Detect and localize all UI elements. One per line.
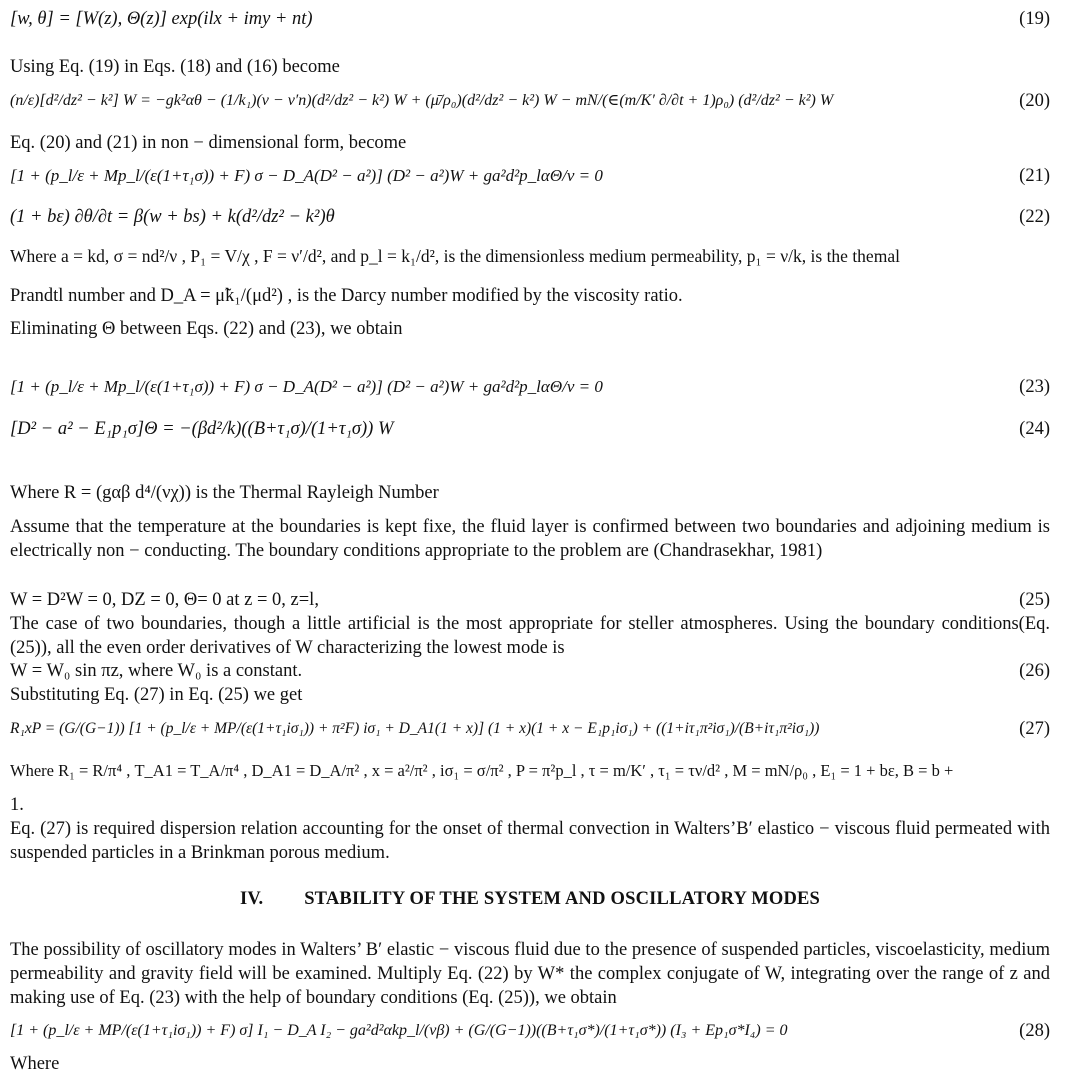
paragraph-stability: The possibility of oscillatory modes in Walters’ B′ elastic − viscous fluid due to the presence of suspended particles, viscoelasticity, medium permeability and gravity field will be examined. Multiply Eq. (22) by W* the complex conjugate of W, integrating over the range of z and making use of Eq. (23) with the help of boundary conditions (Eq. (25)), we obtain bbox=[10, 940, 1050, 1008]
text-one: 1. bbox=[10, 795, 24, 815]
equation-19-body: [w, θ] = [W(z), Θ(z)] exp(ilx + imy + nt) bbox=[10, 9, 313, 29]
equation-22-number: (22) bbox=[1019, 207, 1050, 227]
equation-20-number: (20) bbox=[1019, 91, 1050, 111]
equation-26-number: (26) bbox=[1019, 661, 1050, 681]
equation-27 bbox=[10, 718, 1050, 740]
equation-20 bbox=[10, 90, 1050, 112]
text-using-eq19: Using Eq. (19) in Eqs. (18) and (16) become bbox=[10, 57, 340, 77]
equation-23 bbox=[10, 376, 1050, 398]
text-rayleigh-number: Where R = (gαβ d⁴/(νχ)) is the Thermal Rayleigh Number bbox=[10, 483, 439, 503]
text-substituting: Substituting Eq. (27) in Eq. (25) we get bbox=[10, 685, 303, 705]
paragraph-two-boundaries: The case of two boundaries, though a little artificial is the most appropriate for steller atmospheres. Using the boundary conditions(Eq. (25)), all the even order derivatives of W characterizing the lowest mode is bbox=[10, 614, 1050, 658]
equation-24-number: (24) bbox=[1019, 419, 1050, 439]
equation-27-number: (27) bbox=[1019, 719, 1050, 739]
equation-25 bbox=[10, 589, 1050, 611]
equation-21-number: (21) bbox=[1019, 166, 1050, 186]
equation-27-body: R₁xP = (G/(G−1)) [1 + (p_l/ε + MP/(ε(1+τ₁iσ₁)) + π²F) iσ₁ + D_A1(1 + x)] (1 + x)(1 + x − E₁p₁iσ₁) + ((1+iτ₁π²iσ₁)/(B+iτ₁π²iσ₁)) bbox=[10, 720, 820, 737]
text-eliminating: Eliminating Θ between Eqs. (22) and (23), we obtain bbox=[10, 319, 403, 339]
text-where-definitions: Where a = kd, σ = nd²/ν , P₁ = V/χ , F = ν′/d², and p_l = k₁/d², is the dimensionless medium permeability, p₁ = ν/k, is the themal bbox=[10, 246, 900, 266]
equation-25-body: W = D²W = 0, DZ = 0, Θ= 0 at z = 0, z=l, bbox=[10, 590, 319, 610]
equation-23-number: (23) bbox=[1019, 377, 1050, 397]
section-number: IV. bbox=[239, 889, 264, 909]
equation-24-body: [D² − a² − E₁p₁σ]Θ = −(βd²/k)((B+τ₁σ)/(1+τ₁σ)) W bbox=[10, 419, 394, 439]
equation-28-body: [1 + (p_l/ε + MP/(ε(1+τ₁iσ₁)) + F) σ] I₁ − D_A I₂ − ga²d²αkp_l/(νβ) + (G/(G−1))((B+τ₁σ*)/(1+τ₁σ*)) (I₃ + Ep₁σ*I₄) = 0 bbox=[10, 1022, 788, 1039]
equation-22-body: (1 + bε) ∂θ/∂t = β(w + bs) + k(d²/dz² − k²)θ bbox=[10, 207, 335, 227]
equation-19 bbox=[10, 8, 1050, 30]
paragraph-assume: Assume that the temperature at the boundaries is kept fixe, the fluid layer is confirmed between two boundaries and adjoining medium is electrically non − conducting. The boundary conditions appropriate to the problem are (Chandrasekhar, 1981) bbox=[10, 517, 1050, 561]
equation-24 bbox=[10, 418, 1050, 440]
equation-22 bbox=[10, 206, 1050, 228]
equation-21 bbox=[10, 165, 1050, 187]
equation-20-body: (n/ε)[d²/dz² − k²] W = −gk²αθ − (1/k₁)(ν − ν′n)(d²/dz² − k²) W + (μ̄/ρ₀)(d²/dz² − k²) W − mN/(∈(m/K′ ∂/∂t + 1)ρ₀) (d²/dz² − k²) W bbox=[10, 92, 834, 109]
equation-26-body: W = W₀ sin πz, where W₀ is a constant. bbox=[10, 661, 303, 681]
text-where-final: Where bbox=[10, 1054, 60, 1074]
text-prandtl-darcy: Prandtl number and D_A = μ̃k₁/(μd²) , is the Darcy number modified by the viscosity ratio. bbox=[10, 286, 683, 306]
equation-19-number: (19) bbox=[1019, 9, 1050, 29]
equation-28-number: (28) bbox=[1019, 1021, 1050, 1041]
section-title: STABILITY OF THE SYSTEM AND OSCILLATORY MODES bbox=[304, 889, 821, 909]
equation-28 bbox=[10, 1020, 1050, 1042]
text-nondimensional: Eq. (20) and (21) in non − dimensional form, become bbox=[10, 133, 407, 153]
equation-23-body: [1 + (p_l/ε + Mp_l/(ε(1+τ₁σ)) + F) σ − D_A(D² − a²)] (D² − a²)W + ga²d²p_lαΘ/ν = 0 bbox=[10, 377, 603, 396]
equation-25-number: (25) bbox=[1019, 590, 1050, 610]
text-where-symbols: Where R₁ = R/π⁴ , T_A1 = T_A/π⁴ , D_A1 = D_A/π² , x = a²/π² , iσ₁ = σ/π² , P = π²p_l , τ = m/K′ , τ₁ = τν/d² , M = mN/ρ₀ , E₁ = 1 + bε, B = b + bbox=[10, 761, 954, 780]
equation-21-body: [1 + (p_l/ε + Mp_l/(ε(1+τ₁σ)) + F) σ − D_A(D² − a²)] (D² − a²)W + ga²d²p_lαΘ/ν = 0 bbox=[10, 166, 603, 185]
equation-26 bbox=[10, 660, 1050, 682]
paragraph-dispersion-relation: Eq. (27) is required dispersion relation accounting for the onset of thermal convection in Walters’B′ elastico − viscous fluid permeated with suspended particles in a Brinkman porous medium. bbox=[10, 819, 1050, 863]
section-heading bbox=[10, 889, 1050, 910]
